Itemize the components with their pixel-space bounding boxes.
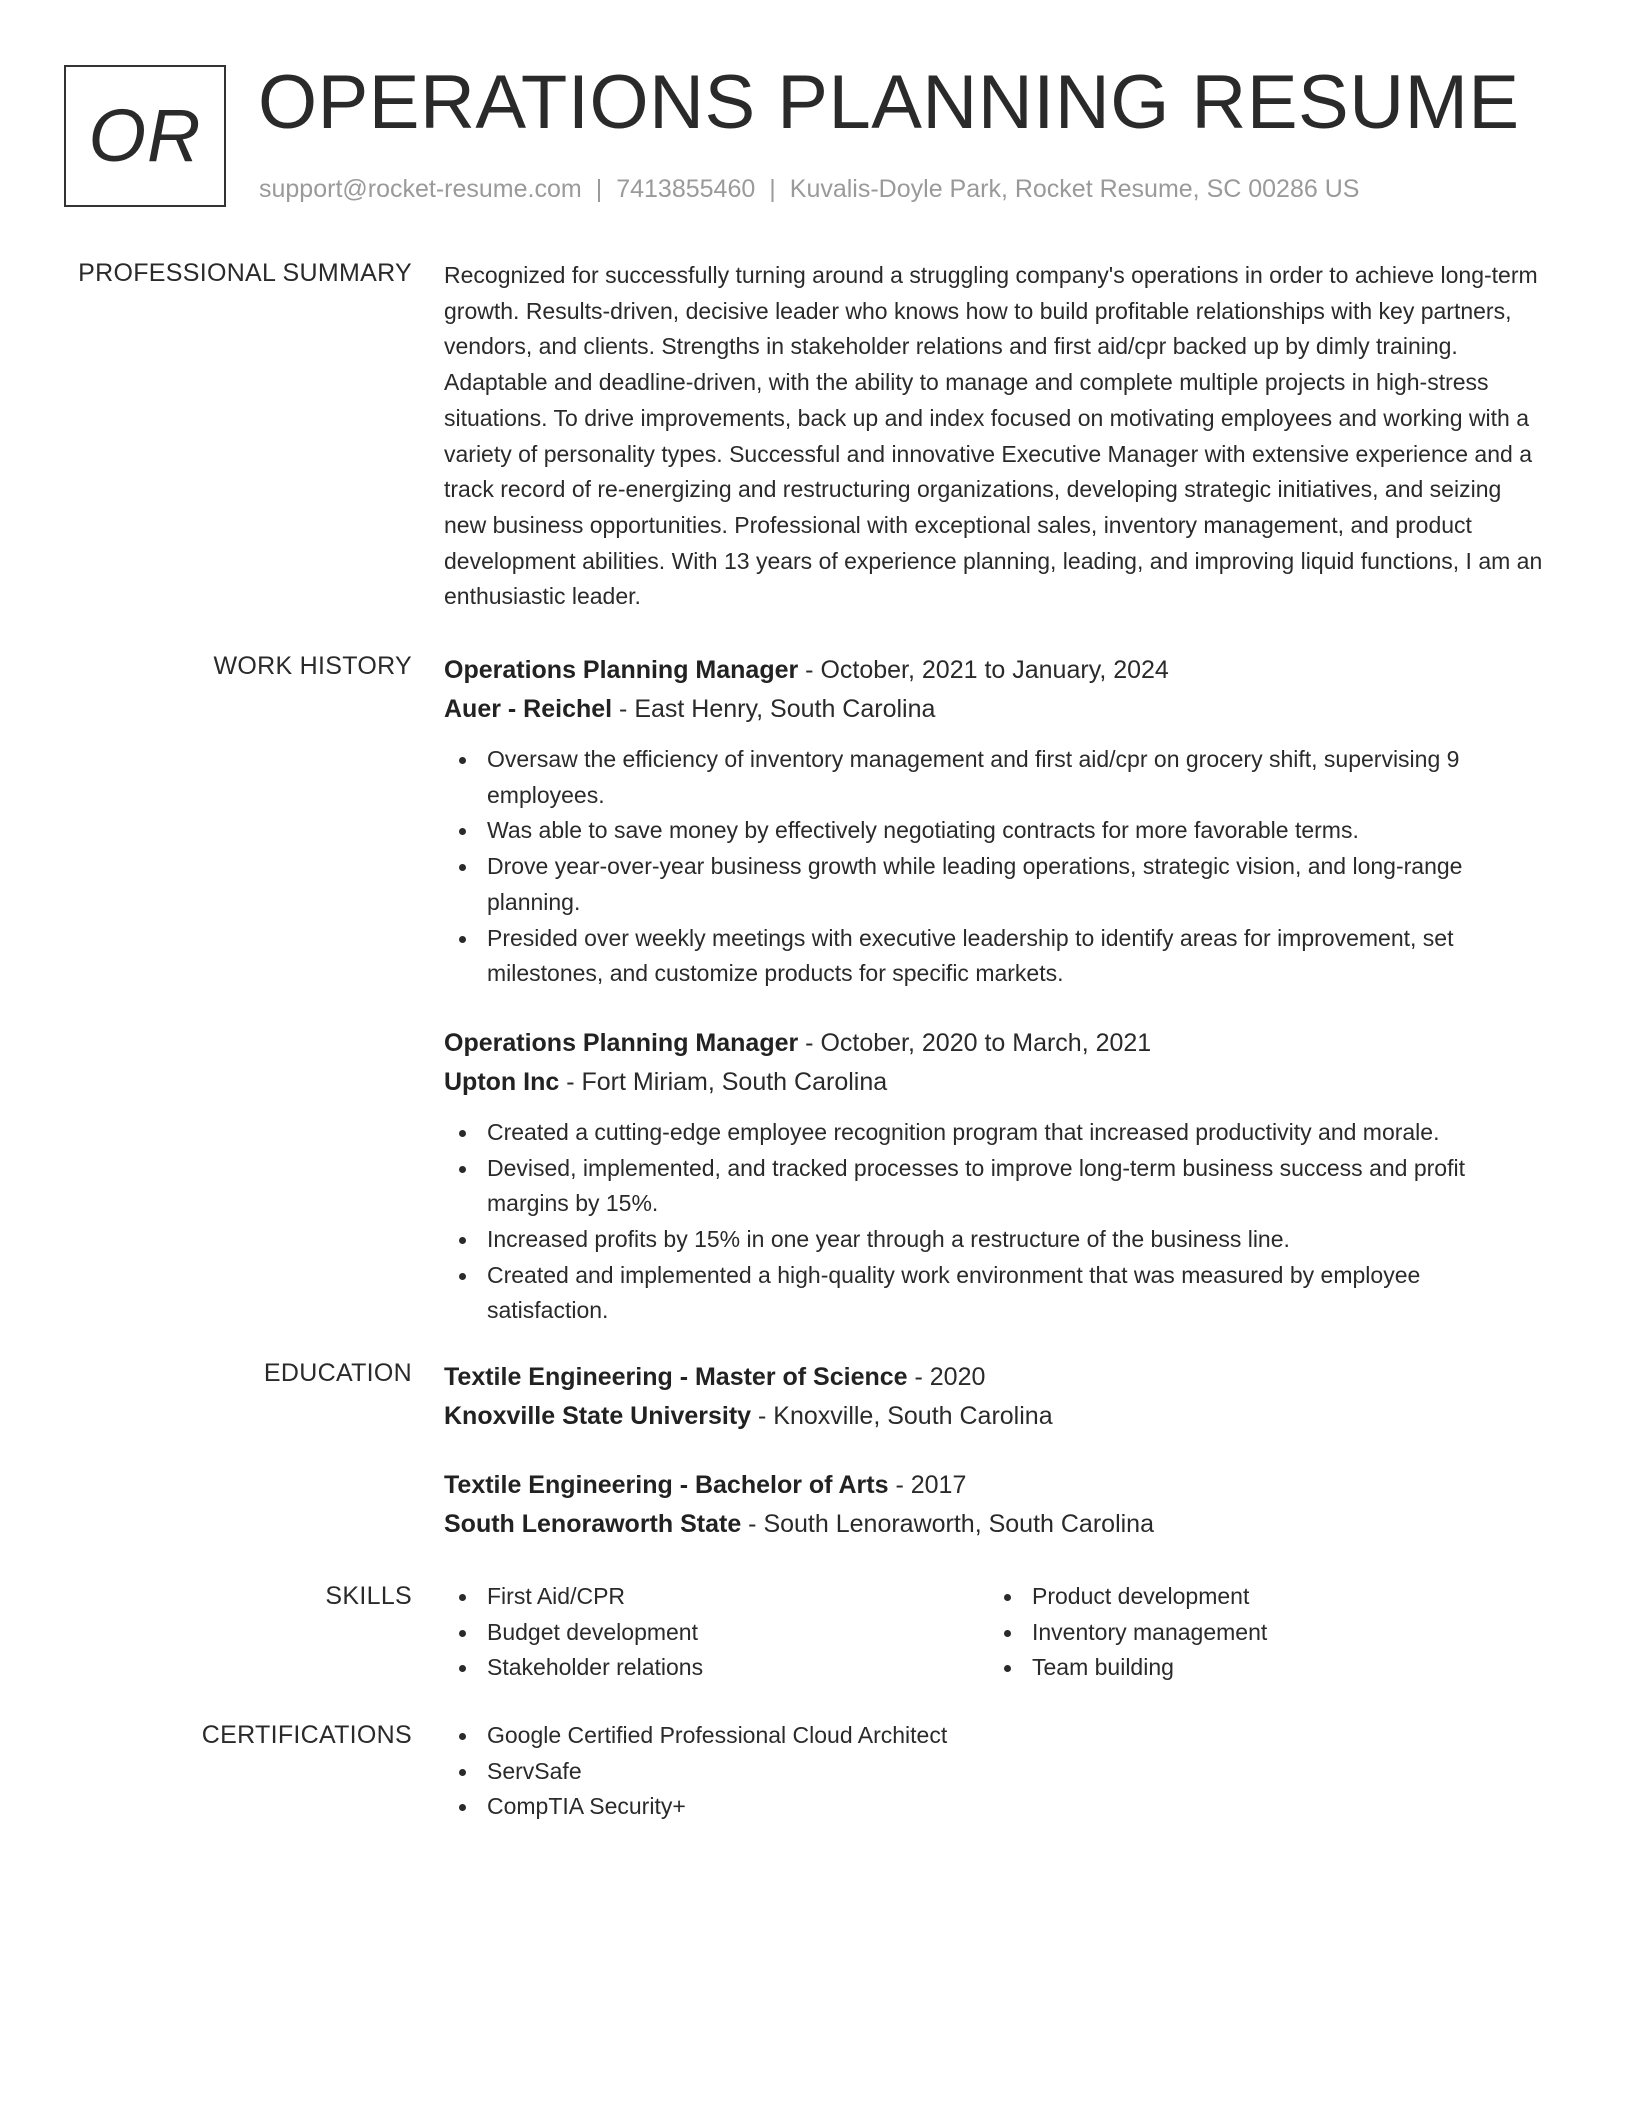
- skills-list-left: [444, 1579, 989, 1686]
- section-label-education: EDUCATION: [263, 1359, 412, 1387]
- section-label-skills: SKILLS: [325, 1582, 412, 1610]
- job-location: - East Henry, South Carolina: [612, 695, 936, 723]
- summary-text: Recognized for successfully turning around a struggling company's operations in order to achieve long-term growth. Results-driven, decisive leader who knows how to build profitable relationships with key partners, vendors, and clients. Strengths in stakeholder relations and first aid/cpr backed up by dimly training. Adaptable and deadline-driven, with the ability to manage and complete multiple projects in high-stress situations. To drive improvements, back up and index focused on motivating employees and working with a variety of personality types. Successful and innovative Executive Manager with extensive experience and a track record of re-energizing and restructuring organizations, developing strategic initiatives, and seizing new business opportunities. Professional with exceptional sales, inventory management, and product development abilities. With 13 years of experience planning, leading, and improving liquid functions, I am an enthusiastic leader.: [444, 262, 1543, 610]
- job-company-line: [444, 1063, 1544, 1102]
- education-body: [444, 1358, 1544, 1544]
- contact-email[interactable]: support@rocket-resume.com: [259, 175, 582, 203]
- list-item: CompTIA Security+: [444, 1789, 1544, 1825]
- skills-list-right: [989, 1579, 1534, 1686]
- contact-address: Kuvalis-Doyle Park, Rocket Resume, SC 00286 US: [789, 175, 1360, 203]
- education-school: Knoxville State University: [444, 1402, 752, 1430]
- job-title-line: [444, 651, 1544, 690]
- list-item: Google Certified Professional Cloud Architect: [444, 1718, 1544, 1754]
- job-title: Operations Planning Manager: [444, 656, 799, 684]
- education-school-line: [444, 1505, 1544, 1544]
- list-item: Drove year-over-year business growth while leading operations, strategic vision, and long-range planning.: [444, 849, 1544, 920]
- job-bullets: [444, 742, 1544, 992]
- section-label-work-history: WORK HISTORY: [213, 652, 412, 680]
- contact-phone[interactable]: 7413855460: [616, 175, 756, 203]
- education-degree: Textile Engineering - Bachelor of Arts: [444, 1471, 889, 1499]
- certifications-body: [444, 1718, 1544, 1825]
- skills-body: [444, 1579, 1544, 1686]
- list-item: ServSafe: [444, 1754, 1544, 1790]
- list-item: Stakeholder relations: [444, 1650, 989, 1686]
- section-label-summary: PROFESSIONAL SUMMARY: [78, 259, 412, 287]
- job-title: Operations Planning Manager: [444, 1028, 799, 1057]
- list-item: Was able to save money by effectively negotiating contracts for more favorable terms.: [444, 813, 1544, 849]
- list-item: First Aid/CPR: [444, 1579, 989, 1615]
- list-item: Created and implemented a high-quality work environment that was measured by employee satisfaction.: [444, 1258, 1544, 1329]
- monogram-initials: OR: [88, 94, 202, 177]
- job-entry: [444, 651, 1544, 992]
- job-title-line: [444, 1024, 1544, 1063]
- job-location: - Fort Miriam, South Carolina: [559, 1067, 888, 1096]
- education-school-line: [444, 1397, 1544, 1436]
- contact-line: [259, 174, 1359, 204]
- job-bullets: [444, 1115, 1544, 1329]
- list-item: Budget development: [444, 1615, 989, 1651]
- education-year: - 2017: [888, 1471, 967, 1499]
- monogram-box: [64, 65, 226, 207]
- education-entry: [444, 1358, 1544, 1436]
- certifications-list: [444, 1718, 1544, 1825]
- list-item: Inventory management: [989, 1615, 1534, 1651]
- education-location: - Knoxville, South Carolina: [751, 1402, 1053, 1430]
- resume-title: OPERATIONS PLANNING RESUME: [258, 60, 1520, 145]
- job-company: Upton Inc: [444, 1067, 560, 1096]
- list-item: Presided over weekly meetings with executive leadership to identify areas for improvement, set milestones, and customize products for specific markets.: [444, 921, 1544, 992]
- job-entry: [444, 1024, 1544, 1329]
- list-item: Devised, implemented, and tracked processes to improve long-term business success and profit margins by 15%.: [444, 1151, 1544, 1222]
- work-body: [444, 651, 1544, 1329]
- education-year: - 2020: [907, 1363, 986, 1391]
- list-item: Created a cutting-edge employee recognition program that increased productivity and morale.: [444, 1115, 1544, 1151]
- education-degree-line: [444, 1358, 1544, 1397]
- contact-separator: |: [595, 175, 603, 203]
- list-item: Product development: [989, 1579, 1534, 1615]
- contact-separator: |: [769, 175, 776, 203]
- summary-body: [444, 258, 1544, 615]
- list-item: Oversaw the efficiency of inventory management and first aid/cpr on grocery shift, supervising 9 employees.: [444, 742, 1544, 813]
- section-label-certifications: CERTIFICATIONS: [201, 1721, 412, 1749]
- list-item: Team building: [989, 1650, 1534, 1686]
- job-dates: - October, 2021 to January, 2024: [798, 656, 1169, 684]
- job-company-line: [444, 690, 1544, 729]
- education-degree: Textile Engineering - Master of Science: [444, 1363, 908, 1391]
- job-dates: - October, 2020 to March, 2021: [798, 1028, 1152, 1057]
- job-company: Auer - Reichel: [444, 695, 613, 723]
- education-degree-line: [444, 1466, 1544, 1505]
- education-entry: [444, 1466, 1544, 1544]
- list-item: Increased profits by 15% in one year through a restructure of the business line.: [444, 1222, 1544, 1258]
- education-school: South Lenoraworth State: [444, 1510, 742, 1538]
- education-location: - South Lenoraworth, South Carolina: [741, 1510, 1154, 1538]
